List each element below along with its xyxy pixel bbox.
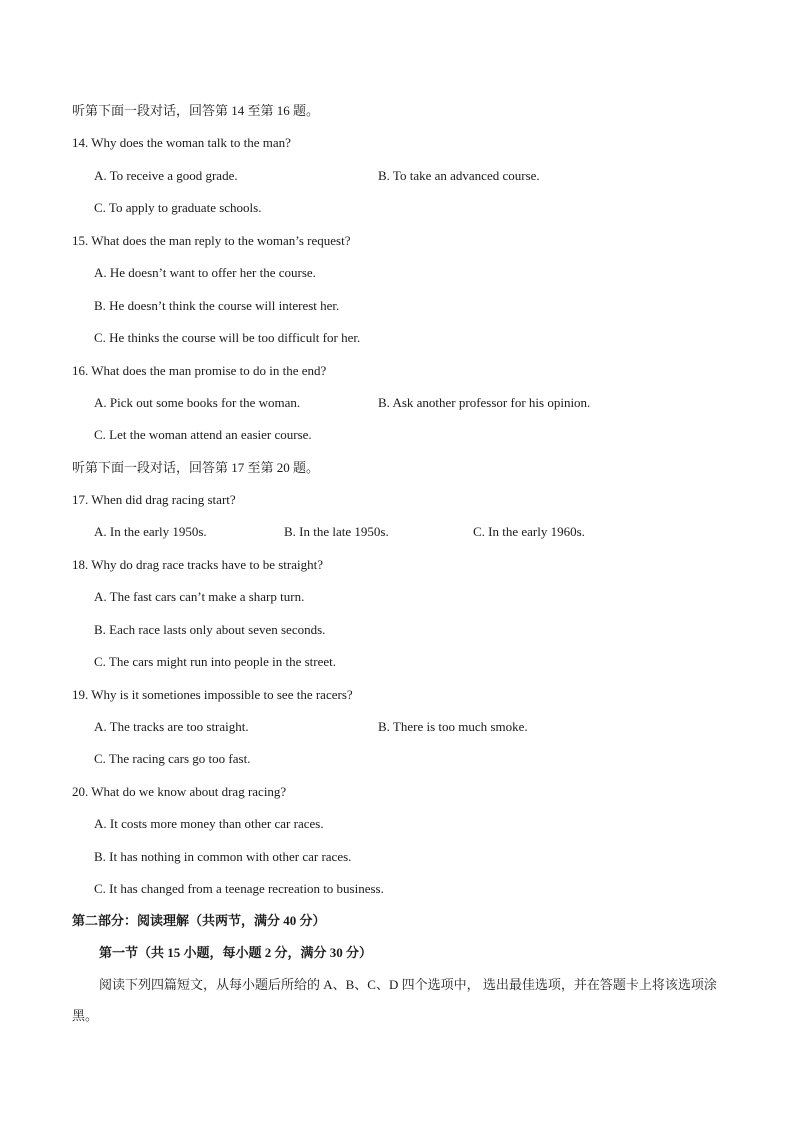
question-19-stem: 19. Why is it sometiones impossible to see the racers? xyxy=(72,687,353,702)
question-17-stem: 17. When did drag racing start? xyxy=(72,492,236,507)
question-16-stem: 16. What does the man promise to do in the end? xyxy=(72,363,327,378)
question-19-option-b: B. There is too much smoke. xyxy=(378,719,528,734)
question-14-option-a: A. To receive a good grade. xyxy=(94,168,238,183)
part2-instruction: 阅读下列四篇短文，从每小题后所给的 A、B、C、D 四个选项中， 选出最佳选项，并在答题卡上将该选项涂黑。 xyxy=(72,977,717,1023)
question-14-stem: 14. Why does the woman talk to the man? xyxy=(72,135,291,150)
question-20-option-a: A. It costs more money than other car races. xyxy=(94,816,324,831)
question-19-option-c: C. The racing cars go too fast. xyxy=(94,751,251,766)
question-18-stem: 18. Why do drag race tracks have to be straight? xyxy=(72,557,323,572)
question-15-stem: 15. What does the man reply to the woman’s request? xyxy=(72,233,351,248)
question-20-stem: 20. What do we know about drag racing? xyxy=(72,784,287,799)
question-14-option-c: C. To apply to graduate schools. xyxy=(94,200,262,215)
question-16-option-a: A. Pick out some books for the woman. xyxy=(94,395,301,410)
question-17-option-a: A. In the early 1950s. xyxy=(94,524,207,539)
question-19-option-a: A. The tracks are too straight. xyxy=(94,719,249,734)
question-15-option-c: C. He thinks the course will be too difficult for her. xyxy=(94,330,361,345)
dialogue-intro-14-16: 听第下面一段对话，回答第 14 至第 16 题。 xyxy=(72,103,320,118)
question-18-option-c: C. The cars might run into people in the street. xyxy=(94,654,337,669)
question-14-option-b: B. To take an advanced course. xyxy=(378,168,540,183)
question-17-option-b: B. In the late 1950s. xyxy=(284,524,389,539)
question-17-option-c: C. In the early 1960s. xyxy=(473,524,585,539)
question-16-option-b: B. Ask another professor for his opinion. xyxy=(378,395,591,410)
part2-section1-title: 第一节（共 15 小题，每小题 2 分，满分 30 分） xyxy=(99,945,373,960)
question-16-option-c: C. Let the woman attend an easier course. xyxy=(94,427,312,442)
question-15-option-b: B. He doesn’t think the course will interest her. xyxy=(94,298,340,313)
dialogue-intro-17-20: 听第下面一段对话，回答第 17 至第 20 题。 xyxy=(72,460,320,475)
part2-title: 第二部分：阅读理解（共两节，满分 40 分） xyxy=(72,913,326,928)
question-20-option-c: C. It has changed from a teenage recreation to business. xyxy=(94,881,384,896)
question-18-option-b: B. Each race lasts only about seven seconds. xyxy=(94,622,326,637)
question-15-option-a: A. He doesn’t want to offer her the course. xyxy=(94,265,316,280)
question-18-option-a: A. The fast cars can’t make a sharp turn. xyxy=(94,589,305,604)
question-20-option-b: B. It has nothing in common with other car races. xyxy=(94,849,352,864)
